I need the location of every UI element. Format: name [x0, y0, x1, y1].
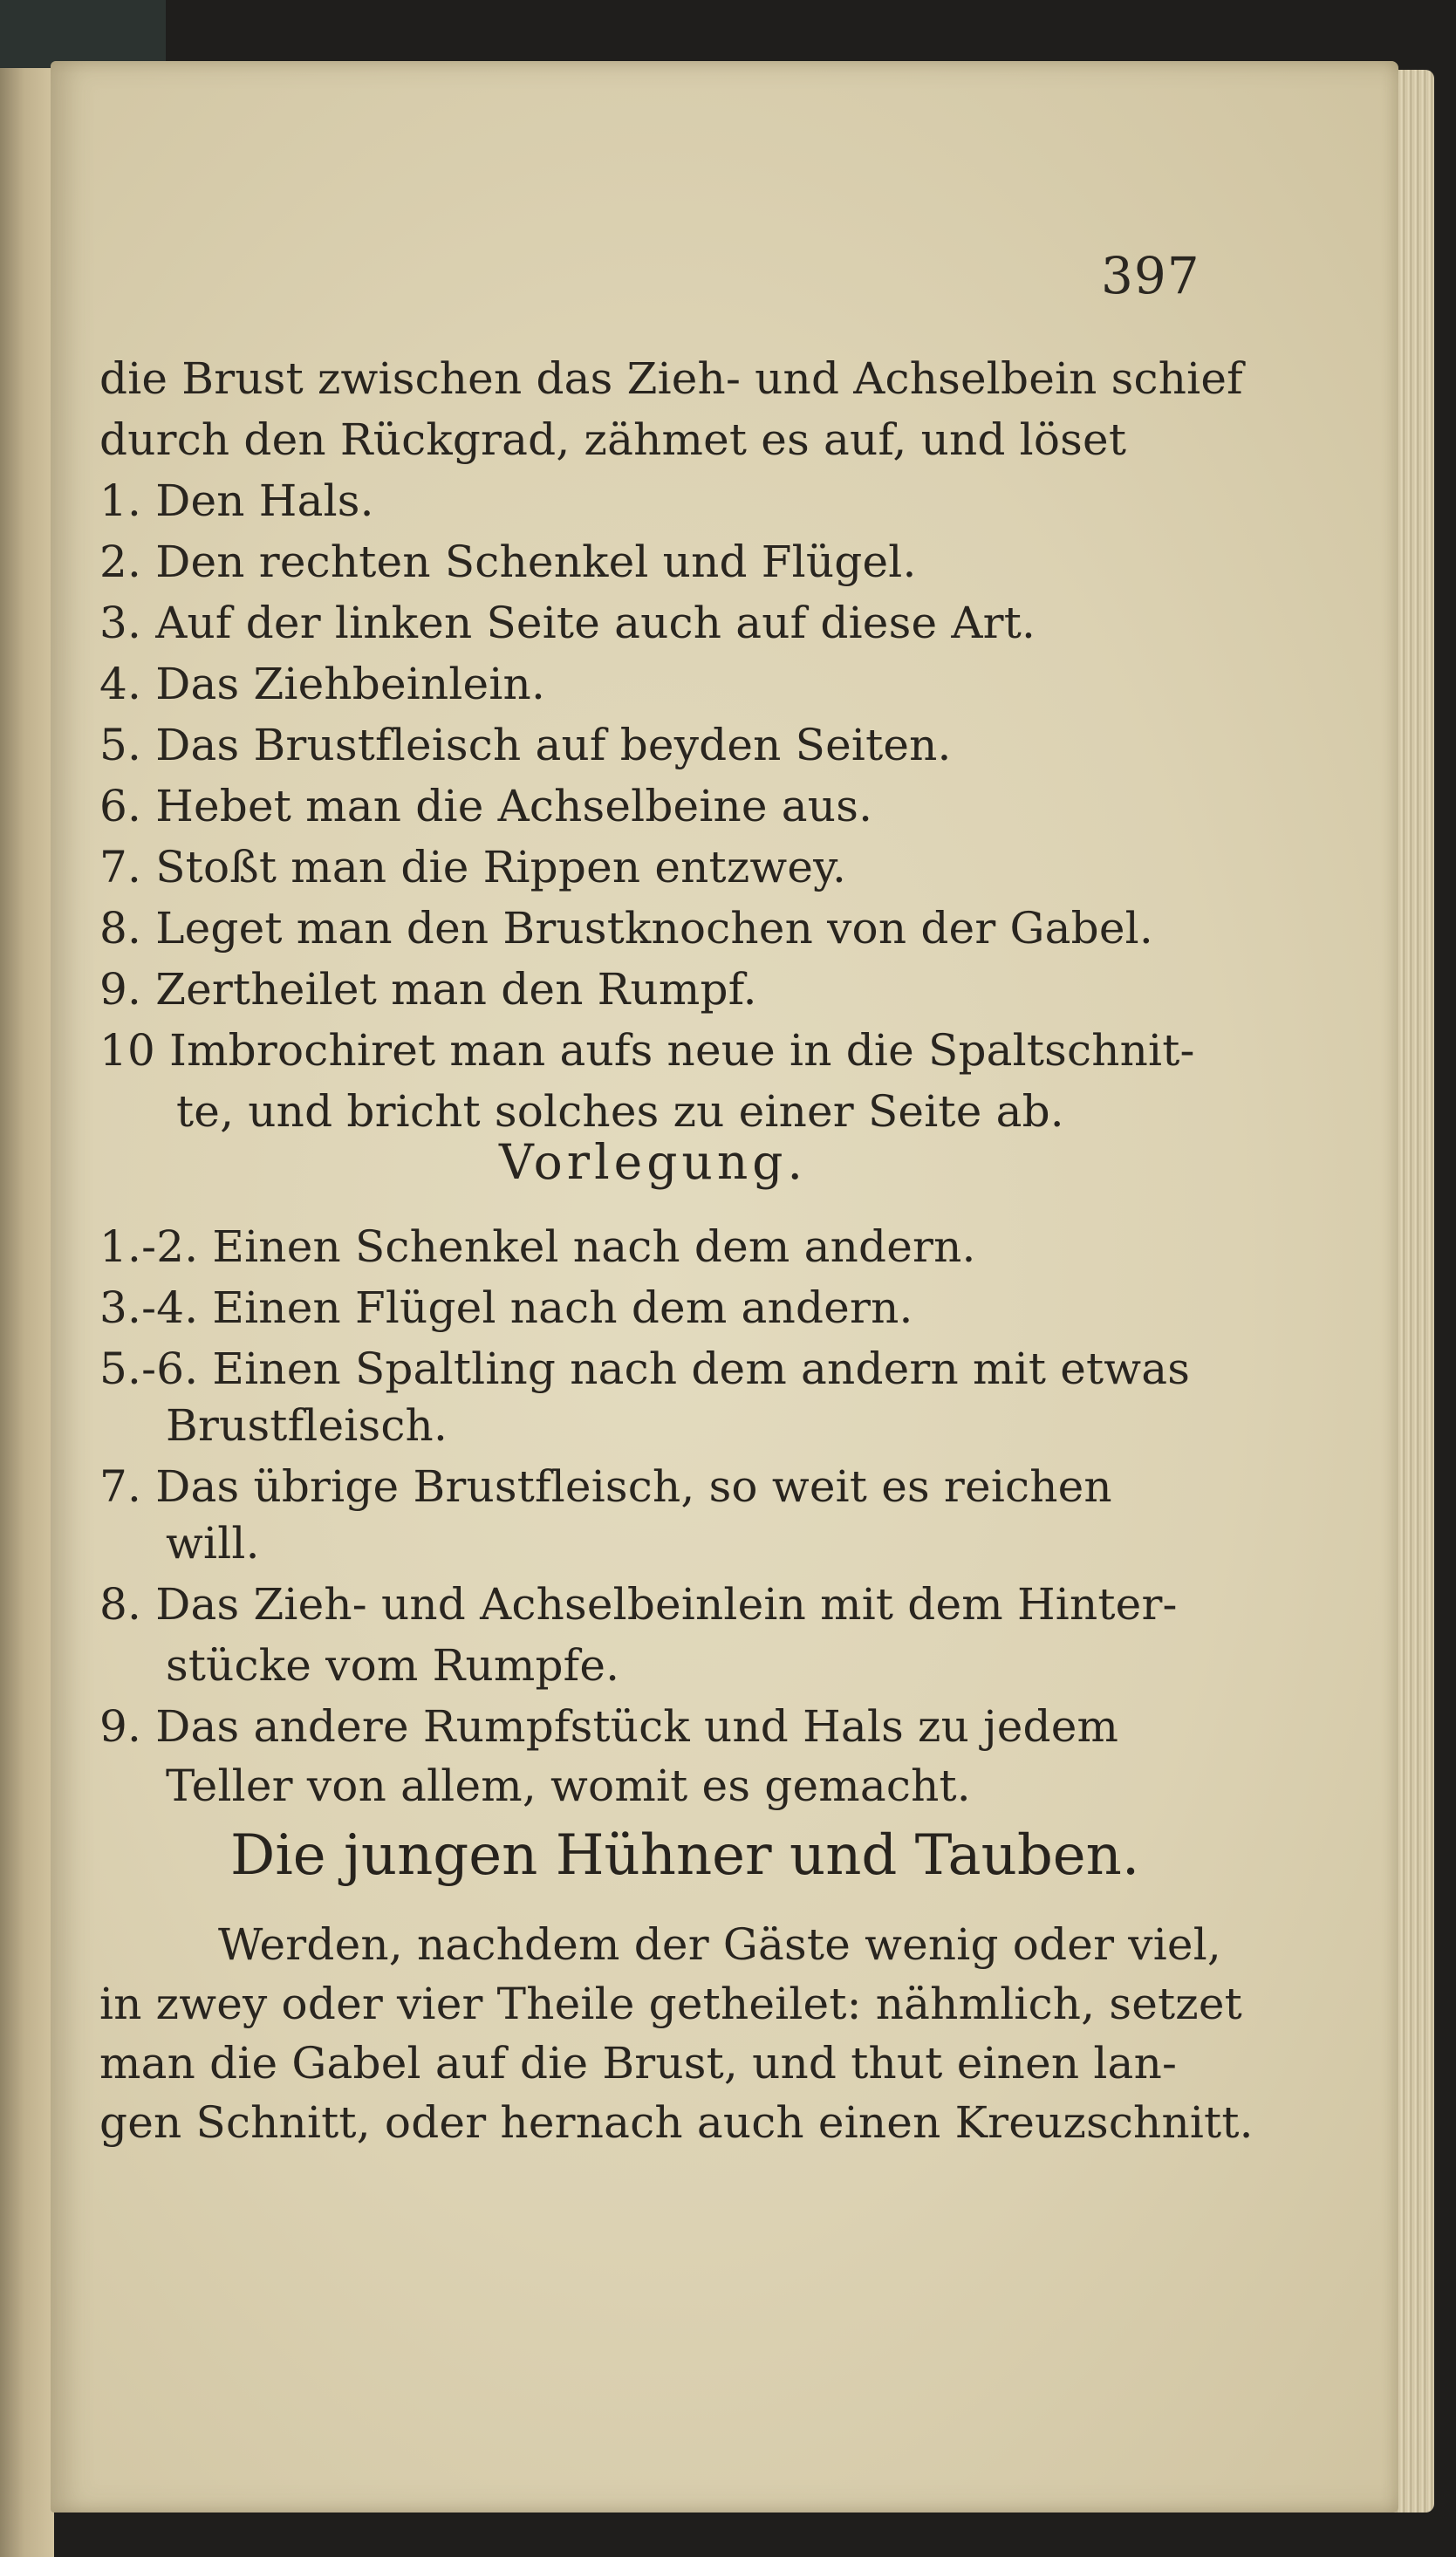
list-item: 3.-4. Einen Flügel nach dem andern.	[99, 1282, 913, 1333]
list-item-continuation: will.	[166, 1518, 260, 1569]
paragraph-line: in zwey oder vier Theile getheilet: nähmlich, setzet	[99, 1979, 1242, 2029]
paragraph-line: Werden, nachdem der Gäste wenig oder viel,	[218, 1919, 1221, 1970]
list-item: 10 Imbrochiret man aufs neue in die Spaltschnit-	[99, 1025, 1195, 1076]
list-item: 3. Auf der linken Seite auch auf diese Art.	[99, 598, 1036, 648]
list-item: 5. Das Brustfleisch auf beyden Seiten.	[99, 720, 952, 770]
list-item: 8. Leget man den Brustknochen von der Gabel.	[99, 903, 1153, 954]
list-item: 1.-2. Einen Schenkel nach dem andern.	[99, 1221, 976, 1272]
list-item-continuation: Brustfleisch.	[166, 1400, 448, 1451]
paragraph-line: man die Gabel auf die Brust, und thut einen lan-	[99, 2038, 1178, 2089]
list-item: 9. Zertheilet man den Rumpf.	[99, 964, 757, 1015]
list-item-continuation: stücke vom Rumpfe.	[166, 1640, 620, 1691]
list-item: 2. Den rechten Schenkel und Flügel.	[99, 537, 917, 587]
list-item: 1. Den Hals.	[99, 475, 374, 526]
list-item: 8. Das Zieh- und Achselbeinlein mit dem Hinter-	[99, 1579, 1178, 1630]
recipe-title: Die jungen Hühner und Tauben.	[230, 1823, 1140, 1888]
list-item: 9. Das andere Rumpfstück und Hals zu jedem	[99, 1701, 1119, 1752]
text-line: durch den Rückgrad, zähmet es auf, und löset	[99, 414, 1127, 465]
facing-page-edge	[0, 68, 54, 2557]
list-item: 7. Das übrige Brustfleisch, so weit es reichen	[99, 1461, 1112, 1512]
list-item: 6. Hebet man die Achselbeine aus.	[99, 781, 873, 831]
paragraph-line: gen Schnitt, oder hernach auch einen Kreuzschnitt.	[99, 2097, 1254, 2148]
list-item-continuation: Teller von allem, womit es gemacht.	[166, 1761, 971, 1811]
list-item: 5.-6. Einen Spaltling nach dem andern mit etwas	[99, 1343, 1191, 1394]
list-item-continuation: te, und bricht solches zu einer Seite ab.	[176, 1086, 1064, 1137]
section-heading: Vorlegung.	[499, 1134, 807, 1190]
text-line: die Brust zwischen das Zieh- und Achselbein schief	[99, 353, 1243, 404]
scanner-background	[0, 0, 166, 68]
list-item: 4. Das Ziehbeinlein.	[99, 659, 546, 709]
list-item: 7. Stoßt man die Rippen entzwey.	[99, 842, 847, 892]
page-number: 397	[1101, 246, 1200, 305]
